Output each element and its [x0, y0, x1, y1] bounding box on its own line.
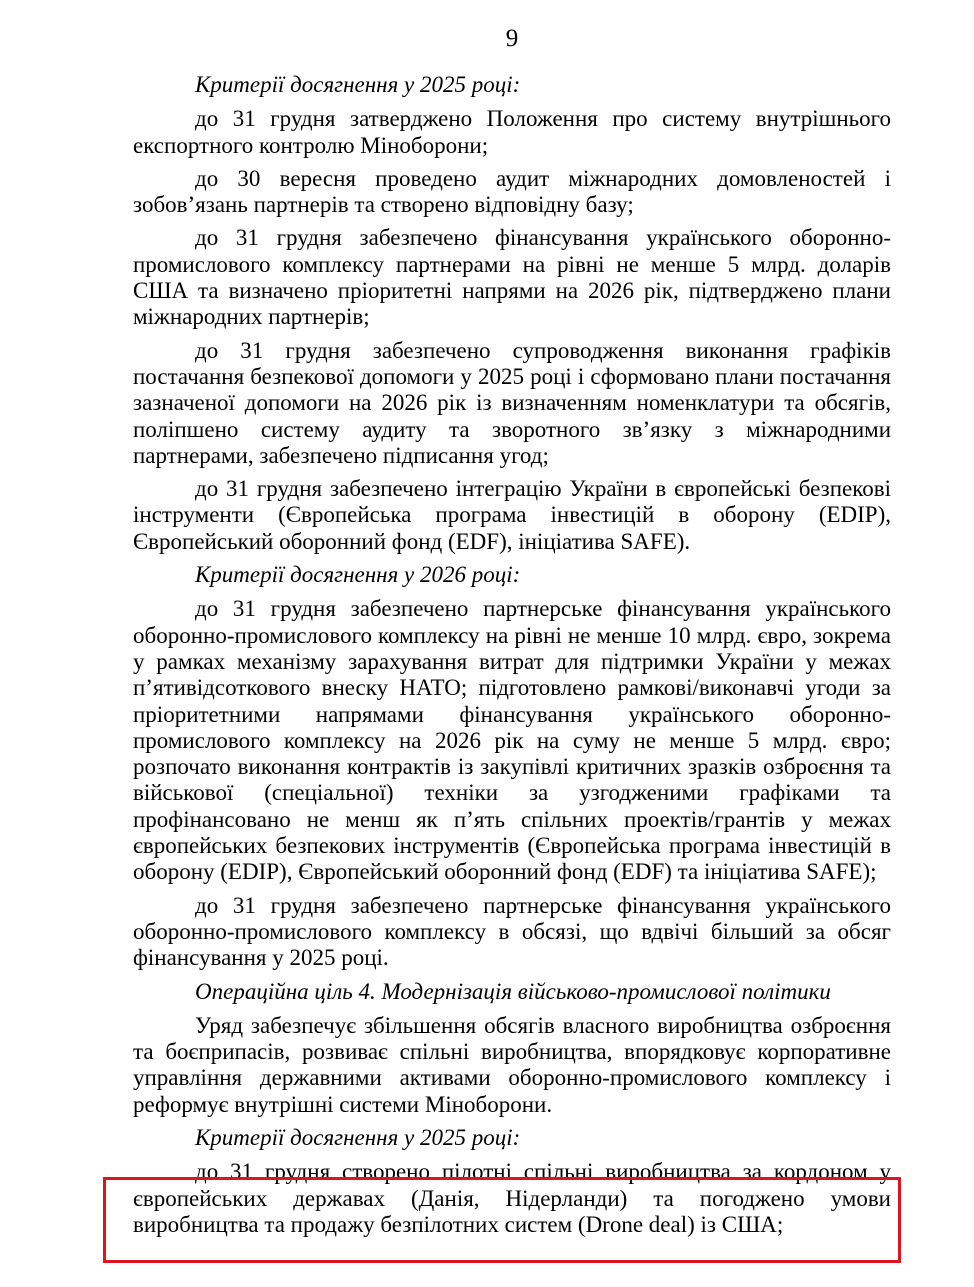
criteria-heading-2025: Критерії досягнення у 2025 році:: [195, 72, 521, 97]
paragraph: до 31 грудня забезпечено партнерське фінансування українського оборонно-промислового комплексу в обсязі, що вдвічі більший за обсяг фінансування у 2025 році.: [133, 892, 891, 971]
criteria-heading-2025-goal4: Критерії досягнення у 2025 році:: [195, 1124, 521, 1150]
page-number: 9: [505, 25, 519, 52]
criteria-heading-2026: Критерії досягнення у 2026 році:: [195, 562, 521, 588]
paragraph: до 31 грудня забезпечено інтеграцію України в європейські безпекові інструменти (Європейська програма інвестицій в оборону (EDIP), Європейський оборонний фонд (EDF), ініціатива SAFE).: [133, 476, 891, 554]
highlighted-paragraph: до 31 грудня створено пілотні спільні виробництва за кордоном у європейських державах (Данія, Нідерланди) та погоджено умови виробництва та продажу безпілотних систем (Drone deal) із США;: [133, 1159, 891, 1237]
paragraph: до 31 грудня забезпечено партнерське фінансування українського оборонно-промислового комплексу на рівні не менше 10 млрд. євро, зокрема у рамках механізму зарахування витрат для підтримки України у межах п’ятивідсоткового внеску НАТО; підготовлено рамкові/виконавчі угоди за пріоритетними напрямами фінансування українського оборонно-промислового комплексу на 2026 рік на суму не менше 5 млрд. євро; розпочато виконання контрактів із закупівлі критичних зразків озброєння та військової (спеціальної) техніки за узгодженими графіками та профінансовано не менш як п’ять спільних проектів/грантів у межах європейських безпекових інструментів (Європейська програма інвестицій в оборону (EDIP), Європейський оборонний фонд (EDF) та ініціатива SAFE);: [133, 596, 891, 885]
paragraph: Уряд забезпечує збільшення обсягів власного виробництва озброєння та боєприпасів, розвиває спільні виробництва, впорядковує корпоративне управління державними активами оборонно-промислового комплексу і реформує внутрішні системи Міноборони.: [133, 1012, 891, 1117]
operational-goal-heading: Операційна ціль 4. Модернізація військово-промислової політики: [195, 978, 831, 1004]
paragraph: до 31 грудня забезпечено фінансування українського оборонно-промислового комплексу партнерами на рівні не менше 5 млрд. доларів США та визначено пріоритетні напрями на 2026 рік, підтверджено плани міжнародних партнерів;: [133, 225, 891, 330]
paragraph: до 31 грудня затверджено Положення про систему внутрішнього експортного контролю Міноборони;: [133, 106, 891, 158]
paragraph: до 30 вересня проведено аудит міжнародних домовленостей і зобов’язань партнерів та створено відповідну базу;: [133, 165, 891, 218]
document-body: [133, 72, 891, 1245]
highlight-box: [103, 1177, 901, 1263]
paragraph: до 31 грудня забезпечено супроводження виконання графіків постачання безпекової допомоги у 2025 році і сформовано плани постачання зазначеної допомоги на 2026 рік із визначенням номенклатури та обсягів, поліпшено систему аудиту та зворотного зв’язку з міжнародними партнерами, забезпечено підписання угод;: [133, 337, 891, 468]
